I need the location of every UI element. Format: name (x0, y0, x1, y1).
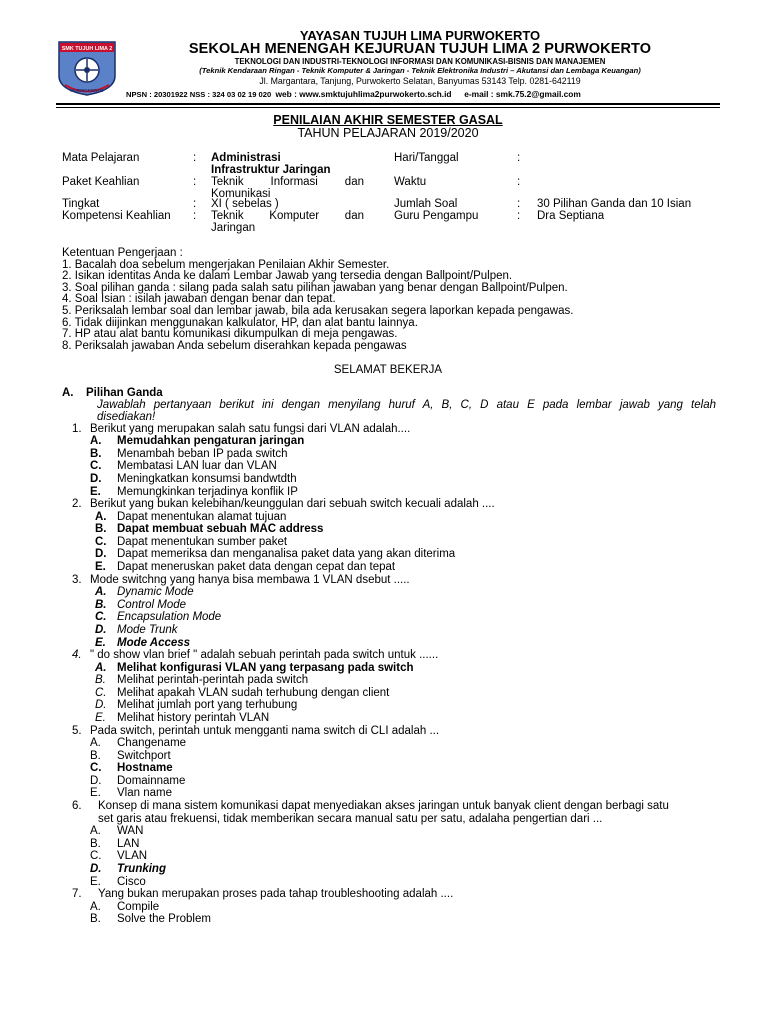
rule-item: 5. Periksalah lembar soal dan lembar jawab, bila ada kerusakan segera laporkan kepada pengawas. (62, 304, 574, 317)
option-letter: A. (90, 901, 101, 913)
option-letter: A. (95, 511, 107, 523)
school-address: Jl. Margantara, Tanjung, Purwokerto Selatan, Banyumas 53143 Telp. 0281-642119 (259, 76, 581, 86)
colon: : (517, 210, 521, 222)
exam-year: TAHUN PELAJARAN 2019/2020 (297, 126, 479, 140)
option-text: Melihat perintah-perintah pada switch (117, 674, 309, 686)
question-text: Yang bukan merupakan proses pada tahap troubleshooting adalah .... (98, 888, 454, 900)
school-name: SEKOLAH MENENGAH KEJURUAN TUJUH LIMA 2 PURWOKERTO (188, 41, 652, 57)
paket-value-line1: Teknik Informasi dan (211, 176, 364, 188)
email-text: e-mail : smk.75.2@gmail.com (464, 89, 581, 99)
question-text: " do show vlan brief " adalah sebuah perintah pada switch untuk ...... (90, 649, 439, 661)
option-text: Domainname (117, 775, 186, 787)
option-text: Switchport (117, 750, 171, 762)
option-text: Mode Access (117, 637, 191, 649)
rules-heading: Ketentuan Pengerjaan : (62, 247, 183, 259)
mapel-label: Mata Pelajaran (62, 152, 140, 164)
option-letter: E. (95, 561, 106, 573)
option-letter: B. (95, 599, 107, 611)
question-number: 4. (72, 649, 82, 661)
option-text: Memudahkan pengaturan jaringan (117, 435, 305, 447)
hari-label: Hari/Tanggal (394, 152, 459, 164)
school-logo (57, 40, 117, 96)
option-letter: C. (90, 460, 102, 472)
colon: : (193, 210, 197, 222)
option-text: Melihat apakah VLAN sudah terhubung dengan client (117, 687, 390, 699)
option-text: Control Mode (117, 599, 187, 611)
kompetensi-value (211, 210, 364, 234)
question-number: 1. (72, 423, 82, 435)
option-text: VLAN (117, 850, 148, 862)
waktu-label: Waktu (394, 176, 427, 188)
option-text: Cisco (117, 876, 146, 888)
paket-label: Paket Keahlian (62, 176, 140, 188)
guru-label: Guru Pengampu (394, 210, 479, 222)
option-letter: B. (90, 913, 101, 925)
question-number: 2. (72, 498, 82, 510)
kompetensi-value-line2: Jaringan (211, 222, 256, 234)
rule-item: 1. Bacalah doa sebelum mengerjakan Penilaian Akhir Semester. (62, 258, 390, 271)
question-text-2: set garis atau frekuensi, tidak memberikan secara manual satu per satu, adalaha pengertian dari ... (98, 813, 603, 825)
question-number: 3. (72, 574, 82, 586)
option-letter: C. (95, 687, 107, 699)
exam-title: PENILAIAN AKHIR SEMESTER GASAL (273, 113, 503, 127)
option-letter: D. (90, 863, 102, 875)
exam-rules (62, 248, 573, 352)
option-text: Compile (117, 901, 160, 913)
school-contact (126, 89, 581, 99)
jumlah-label: Jumlah Soal (394, 198, 458, 210)
option-text: Dapat membuat sebuah MAC address (117, 523, 324, 535)
question-text: Konsep di mana sistem komunikasi dapat menyediakan akses jaringan untuk banyak client dengan berbagi satu (98, 800, 669, 812)
section-title: Pilihan Ganda (86, 387, 163, 399)
colon: : (517, 198, 521, 210)
npsn-text: NPSN : 20301922 NSS : 324 03 02 19 020 (126, 90, 272, 99)
guru-value: Dra Septiana (537, 210, 605, 222)
rule-item: 2. Isikan identitas Anda ke dalam Lembar Jawab yang tersedia dengan Ballpoint/Pulpen. (62, 270, 513, 283)
kompetensi-value-line1: Teknik Komputer dan (211, 210, 364, 222)
option-text: WAN (117, 825, 144, 837)
option-letter: D. (90, 473, 102, 485)
header-divider (56, 103, 720, 105)
option-text: Dapat memeriksa dan menganalisa paket data yang akan diterima (117, 548, 456, 560)
tingkat-label: Tingkat (62, 198, 100, 210)
option-letter: E. (90, 787, 101, 799)
option-text: Menambah beban IP pada switch (117, 448, 288, 460)
question-text: Berikut yang bukan kelebihan/keunggulan dari sebuah switch kecuali adalah .... (90, 498, 495, 510)
option-text: Vlan name (117, 787, 172, 799)
colon: : (193, 176, 197, 188)
option-letter: B. (90, 838, 101, 850)
option-letter: A. (90, 825, 101, 837)
option-letter: C. (95, 536, 107, 548)
colon: : (517, 152, 521, 164)
question-text: Berikut yang merupakan salah satu fungsi dari VLAN adalah.... (90, 423, 411, 435)
option-letter: C. (90, 850, 102, 862)
colon: : (193, 152, 197, 164)
mapel-value-line1: Administrasi (211, 152, 281, 164)
paket-value-line2: Komunikasi (211, 188, 271, 200)
option-letter: E. (90, 486, 101, 498)
option-letter: C. (95, 611, 107, 623)
question-number: 5. (72, 725, 82, 737)
option-letter: D. (90, 775, 102, 787)
option-letter: E. (95, 712, 106, 724)
colon: : (193, 198, 197, 210)
option-text: Dapat menentukan alamat tujuan (117, 511, 287, 523)
option-letter: B. (95, 674, 106, 686)
option-text: Meningkatkan konsumsi bandwtdth (117, 473, 297, 485)
option-text: Changename (117, 737, 187, 749)
foundation-name: YAYASAN TUJUH LIMA PURWOKERTO (299, 28, 541, 43)
kompetensi-label: Kompetensi Keahlian (62, 210, 171, 222)
rule-item: 6. Tidak diijinkan menggunakan kalkulator, HP, dan alat bantu lainnya. (62, 316, 418, 329)
option-text: Melihat jumlah port yang terhubung (117, 699, 298, 711)
colon: : (517, 176, 521, 188)
option-letter: A. (95, 662, 107, 674)
section-instruction-2: disediakan! (97, 411, 156, 423)
option-text: Dapat meneruskan paket data dengan cepat dan tepat (117, 561, 396, 573)
option-letter: E. (90, 876, 101, 888)
option-text: Melihat history perintah VLAN (117, 712, 270, 724)
option-text: LAN (117, 838, 140, 850)
option-text: Trunking (117, 863, 166, 875)
rule-item: 7. HP atau alat bantu komunikasi dikumpulkan di meja pengawas. (62, 328, 398, 341)
question-text: Mode switchng yang hanya bisa membawa 1 VLAN dsebut ..... (90, 574, 410, 586)
mapel-value (211, 152, 364, 176)
option-text: Hostname (117, 762, 173, 774)
question-text: Pada switch, perintah untuk mengganti nama switch di CLI adalah ... (90, 725, 440, 737)
svg-text:PURWOKERTO: PURWOKERTO (70, 88, 104, 93)
option-letter: E. (95, 637, 106, 649)
option-text: Membatasi LAN luar dan VLAN (117, 460, 277, 472)
greeting: SELAMAT BEKERJA (333, 364, 443, 376)
school-programs: (Teknik Kendaraan Ringan - Teknik Komputer & Jaringan - Teknik Elektronika Industri – Akutansi dan Lembaga Keuangan) (199, 66, 641, 75)
option-letter: B. (90, 448, 102, 460)
svg-text:SMK TUJUH LIMA 2: SMK TUJUH LIMA 2 (61, 46, 113, 52)
header-divider-thin (56, 107, 720, 108)
option-text: Memungkinkan terjadinya konflik IP (117, 486, 298, 498)
rule-item: 8. Periksalah jawaban Anda sebelum diserahkan kepada pengawas (62, 339, 407, 352)
option-letter: D. (95, 548, 107, 560)
option-letter: B. (90, 750, 101, 762)
rule-item: 4. Soal Isian : isilah jawaban dengan benar dan tepat. (62, 293, 336, 306)
option-letter: A. (95, 586, 107, 598)
rule-item: 3. Soal pilihan ganda : silang pada salah satu pilihan jawaban yang benar dengan Ballpoint/Pulpen. (62, 281, 568, 294)
option-text: Mode Trunk (117, 624, 178, 636)
section-instruction: Jawablah pertanyaan berikut ini dengan menyilang huruf A, B, C, D atau E pada lembar jawab yang telah (97, 399, 716, 411)
school-fields: TEKNOLOGI DAN INDUSTRI-TEKNOLOGI INFORMASI DAN KOMUNIKASI-BISNIS DAN MANAJEMEN (234, 57, 606, 66)
option-letter: B. (95, 523, 107, 535)
web-text: web : www.smktujuhlima2purwokerto.sch.id (275, 89, 452, 99)
option-text: Melihat konfigurasi VLAN yang terpasang pada switch (117, 662, 414, 674)
jumlah-value: 30 Pilihan Ganda dan 10 Isian (537, 198, 692, 210)
option-letter: C. (90, 762, 102, 774)
option-letter: D. (95, 699, 107, 711)
option-letter: D. (95, 624, 107, 636)
option-text: Dynamic Mode (117, 586, 194, 598)
option-text: Encapsulation Mode (117, 611, 222, 623)
section-letter: A. (62, 387, 74, 399)
question-number: 6. (72, 800, 82, 812)
mapel-value-line2: Infrastruktur Jaringan (211, 164, 331, 176)
option-letter: A. (90, 435, 102, 447)
option-letter: A. (90, 737, 101, 749)
tingkat-value: XI ( sebelas ) (211, 198, 279, 210)
option-text: Solve the Problem (117, 913, 211, 925)
paket-value (211, 176, 364, 200)
option-text: Dapat menentukan sumber paket (117, 536, 288, 548)
question-number: 7. (72, 888, 82, 900)
